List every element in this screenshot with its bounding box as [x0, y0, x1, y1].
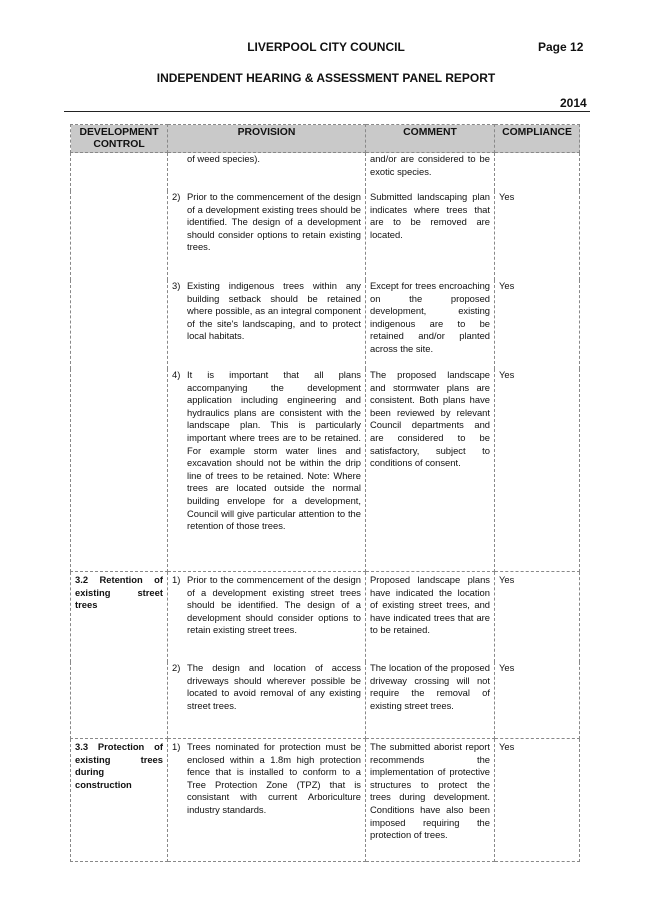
table-row — [71, 739, 580, 862]
table-row — [71, 369, 580, 572]
council-title: LIVERPOOL CITY COUNCIL — [247, 40, 405, 54]
provision-text: Prior to the commencement of the design of a development existing street trees should be identified. The design of a development should consider options to retain existing street trees. — [187, 574, 361, 636]
report-year: 2014 — [560, 96, 587, 110]
provision-text: It is important that all plans accompanying the development application including engineering and hydraulics plans are consistent with the landscape plan. This is particularly important where trees are to be retained. For example storm water lines and excavation should not be within the drip line of trees to be retained. Note: Where trees are located outside the normal building envelope for a development, Council will give particular attention to the retention of those trees. — [187, 369, 361, 532]
provision-cell — [168, 572, 366, 663]
provision-number: 1) — [172, 574, 181, 585]
comment-cell: Proposed landscape plans have indicated the location of existing street trees, and have indicated trees that are to be retained. — [366, 572, 495, 663]
provision-cell — [168, 739, 366, 862]
compliance-cell: Yes — [495, 662, 580, 739]
comment-cell: The location of the proposed driveway crossing will not require the removal of existing street trees. — [366, 662, 495, 739]
provision-number: 2) — [172, 191, 181, 202]
provision-number — [172, 153, 187, 166]
control-cell — [71, 280, 168, 369]
column-header-comment: COMMENT — [366, 125, 495, 153]
control-cell — [71, 662, 168, 739]
table-header-row — [71, 125, 580, 153]
provision-cell — [168, 369, 366, 572]
control-cell — [71, 153, 168, 192]
provision-cell — [168, 662, 366, 739]
provision-text: Trees nominated for protection must be enclosed within a 1.8m high protection fence that is installed to conform to a Tree Protection Zone (TPZ) that is consistant with current Arboriculture industry standards. — [187, 741, 361, 815]
comment-cell: The submitted aborist report recommends the implementation of protective structures to protect the trees during development. Conditions have also been imposed requiring the protection of trees. — [366, 739, 495, 862]
control-cell — [71, 369, 168, 572]
provision-text: The design and location of access driveways should wherever possible be located to avoid removal of any existing street trees. — [187, 662, 361, 711]
comment-cell: The proposed landscape and stormwater plans are consistent. Both plans have been reviewed by relevant Council departments and are considered to be satisfactory, subject to conditions of consent. — [366, 369, 495, 572]
table-row — [71, 662, 580, 739]
compliance-cell: Yes — [495, 280, 580, 369]
column-header-provision: PROVISION — [168, 125, 366, 153]
provision-cell — [168, 153, 366, 192]
compliance-cell: Yes — [495, 369, 580, 572]
table-row — [71, 191, 580, 280]
comment-cell: Submitted landscaping plan indicates where trees that are to be removed are located. — [366, 191, 495, 280]
comment-cell: Except for trees encroaching on the proposed development, existing indigenous are to be retained and/or planted across the site. — [366, 280, 495, 369]
provision-cell — [168, 280, 366, 369]
provision-number: 2) — [172, 662, 181, 673]
provision-text: of weed species). — [187, 153, 260, 164]
table-row — [71, 153, 580, 192]
table-row — [71, 280, 580, 369]
provision-text: Prior to the commencement of the design of a development existing trees should be identified. The design of a development should consider options to retain existing trees. — [187, 191, 361, 253]
header-rule — [64, 111, 590, 112]
provision-number: 3) — [172, 280, 181, 291]
comment-cell: and/or are considered to be exotic species. — [366, 153, 495, 192]
compliance-table — [70, 124, 580, 862]
provision-number: 4) — [172, 369, 181, 380]
provision-cell — [168, 191, 366, 280]
compliance-cell: Yes — [495, 191, 580, 280]
control-cell — [71, 191, 168, 280]
control-cell: 3.2 Retention of existing street trees — [71, 572, 168, 663]
control-cell: 3.3 Protection of existing trees during construction — [71, 739, 168, 862]
column-header-compliance: COMPLIANCE — [495, 125, 580, 153]
page-number: Page 12 — [538, 40, 584, 54]
provision-text: Existing indigenous trees within any building setback should be retained where possible, as an integral component of the site's landscaping, and to protect local habitats. — [187, 280, 361, 342]
compliance-cell: Yes — [495, 739, 580, 862]
table-row — [71, 572, 580, 663]
compliance-cell — [495, 153, 580, 192]
column-header-control: DEVELOPMENT CONTROL — [71, 125, 168, 153]
provision-number: 1) — [172, 741, 181, 752]
compliance-cell: Yes — [495, 572, 580, 663]
report-title: INDEPENDENT HEARING & ASSESSMENT PANEL REPORT — [156, 71, 496, 85]
